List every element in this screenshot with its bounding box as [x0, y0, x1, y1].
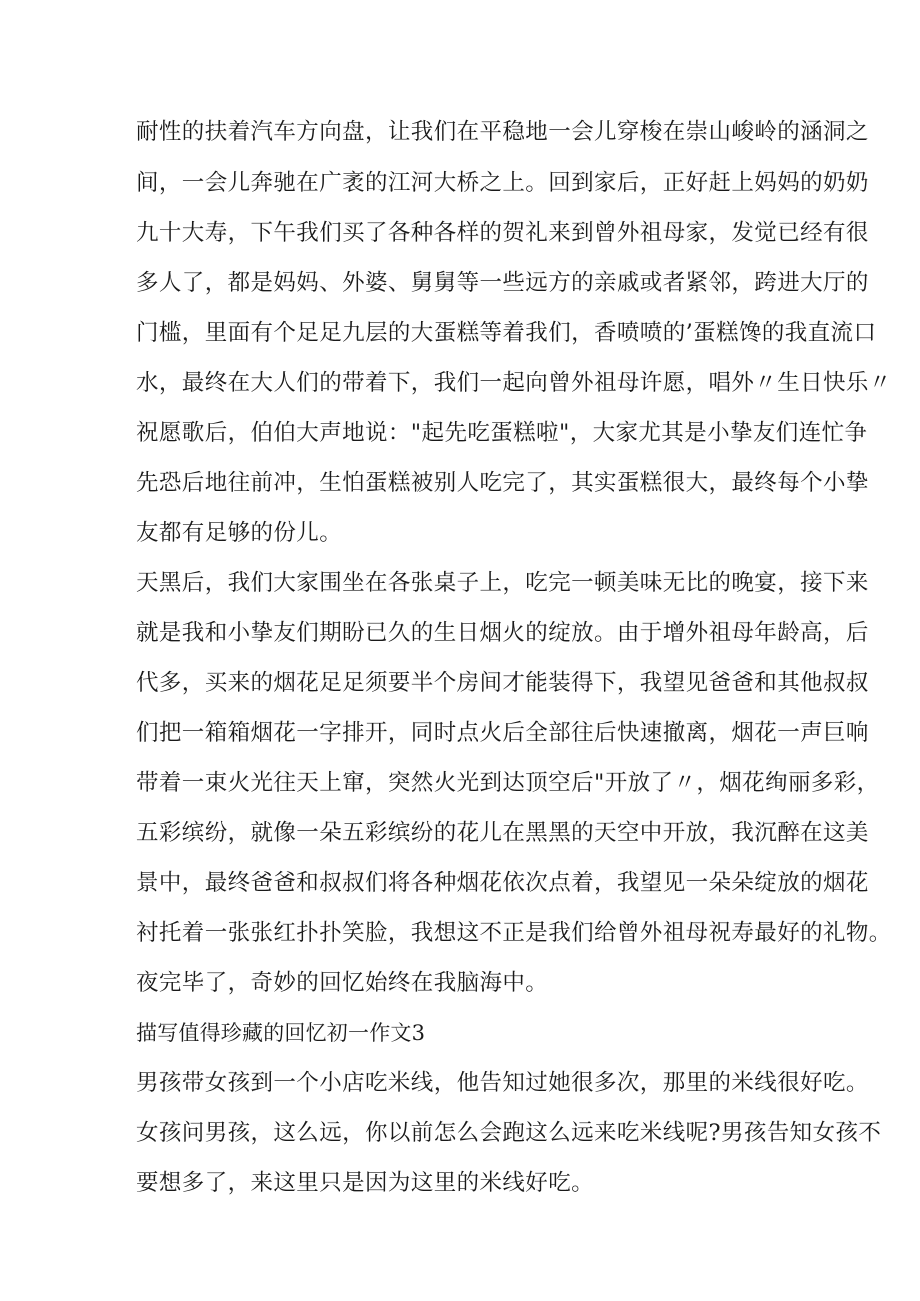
text-line: 先恐后地往前冲，生怕蛋糕被别人吃完了，其实蛋糕很大，最终每个小挚 [136, 470, 869, 496]
text-line: 要想多了，来这里只是因为这里的米线好吃。 [136, 1170, 595, 1196]
text-line: 五彩缤纷，就像一朵五彩缤纷的花儿在黑黑的天空中开放，我沉醉在这美 [136, 820, 869, 846]
text-line: 祝愿歌后，伯伯大声地说："起先吃蛋糕啦"，大家尤其是小挚友们连忙争 [136, 420, 868, 446]
text-line: 们把一箱箱烟花一字排开，同时点火后全部往后快速撤离，烟花一声巨响 [136, 720, 869, 746]
section-heading: 描写值得珍藏的回忆初一作文3 [136, 1021, 426, 1045]
text-line: 带着一束火光往天上窜，突然火光到达顶空后"开放了〃，烟花绚丽多彩， [136, 770, 880, 796]
text-line: 男孩带女孩到一个小店吃米线，他告知过她很多次，那里的米线很好吃。 [136, 1070, 869, 1096]
text-line: 就是我和小挚友们期盼已久的生日烟火的绽放。由于增外祖母年龄高，后 [136, 620, 869, 646]
text-line: 景中，最终爸爸和叔叔们将各种烟花依次点着，我望见一朵朵绽放的烟花 [136, 870, 869, 896]
text-line: 耐性的扶着汽车方向盘，让我们在平稳地一会儿穿梭在崇山峻岭的涵洞之 [136, 119, 869, 145]
text-line: 间，一会儿奔驰在广袤的江河大桥之上。回到家后，正好赶上妈妈的奶奶 [136, 170, 869, 196]
text-line: 女孩问男孩，这么远，你以前怎么会跑这么远来吃米线呢?男孩告知女孩不 [136, 1120, 882, 1146]
text-line: 门槛，里面有个足足九层的大蛋糕等着我们，香喷喷的’蛋糕馋的我直流口 [136, 320, 877, 346]
text-line: 代多，买来的烟花足足须要半个房间才能装得下，我望见爸爸和其他叔叔 [136, 670, 869, 696]
text-line: 友都有足够的份儿。 [136, 520, 343, 546]
text-line: 多人了，都是妈妈、外婆、舅舅等一些远方的亲戚或者紧邻，跨进大厅的 [136, 270, 869, 296]
text-line: 夜完毕了，奇妙的回忆始终在我脑海中。 [136, 970, 549, 996]
text-line: 九十大寿，下午我们买了各种各样的贺礼来到曾外祖母家，发觉已经有很 [136, 220, 869, 246]
text-line: 水，最终在大人们的带着下，我们一起向曾外祖母许愿，唱外〃生日快乐〃 [136, 370, 892, 396]
text-line: 天黑后，我们大家围坐在各张桌子上，吃完一顿美味无比的晚宴，接下来 [136, 570, 869, 596]
text-line: 衬托着一张张红扑扑笑脸，我想这不正是我们给曾外祖母祝寿最好的礼物。 [136, 920, 892, 946]
